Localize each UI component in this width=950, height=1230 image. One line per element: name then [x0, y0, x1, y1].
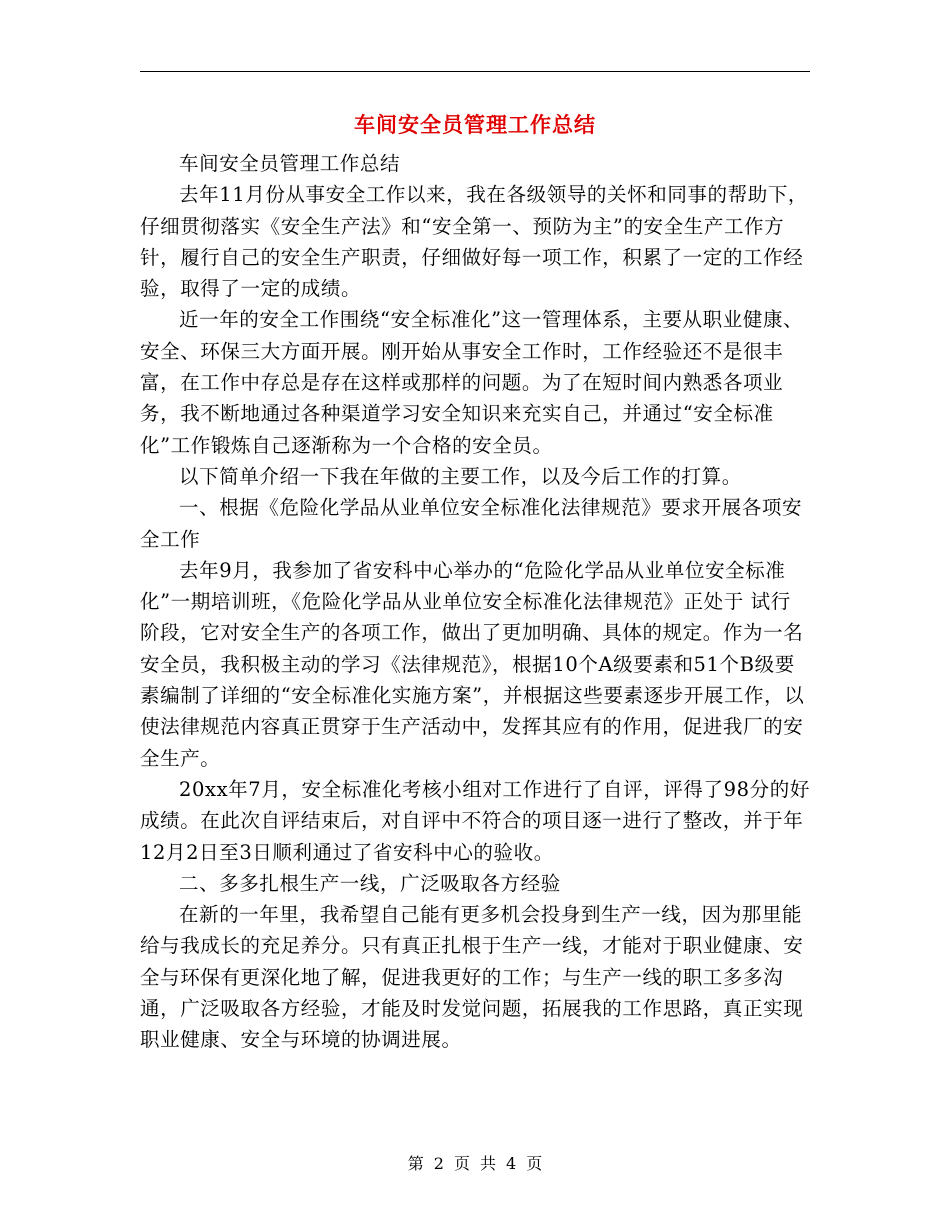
footer-total-suffix: 页: [526, 1154, 543, 1173]
body-paragraph: 去年11月份从事安全工作以来，我在各级领导的关怀和同事的帮助下，仔细贯彻落实《安全生产法》和“安全第一、预防为主”的安全生产工作方针，履行自己的安全生产职责，仔细做好每一项工作，积累了一定的工作经验，取得了一定的成绩。: [140, 183, 809, 301]
footer-page-prefix: 第: [407, 1154, 424, 1173]
footer-total-pages: 4: [506, 1154, 517, 1173]
body-paragraph: 以下简单介绍一下我在年做的主要工作，以及今后工作的打算。: [179, 464, 742, 488]
document-body: [140, 148, 810, 1056]
body-paragraph: 在新的一年里，我希望自己能有更多机会投身到生产一线，因为那里能给与我成长的充足养分。只有真正扎根于生产一线，才能对于职业健康、安全与环保有更深化地了解，促进我更好的工作；与生产一线的职工多多沟通，广泛吸取各方经验，才能及时发觉问题，拓展我的工作思路，真正实现职业健康、安全与环境的协调进展。: [140, 903, 804, 1052]
body-paragraph: 近一年的安全工作围绕“安全标准化”这一管理体系，主要从职业健康、安全、环保三大方面开展。刚开始从事安全工作时，工作经验还不是很丰富，在工作中存总是存在这样或那样的问题。为了在短时间内熟悉各项业务，我不断地通过各种渠道学习安全知识来充实自己，并通过“安全标准化”工作锻炼自己逐渐称为一个合格的安全员。: [140, 308, 804, 457]
footer-total-prefix: 共: [480, 1154, 497, 1173]
section-heading: 一、根据《危险化学品从业单位安全标准化法律规范》要求开展各项安全工作: [140, 496, 803, 551]
page-footer: [140, 1153, 810, 1175]
body-paragraph: 20xx年7月，安全标准化考核小组对工作进行了自评，评得了98分的好成绩。在此次自评结束后，对自评中不符合的项目逐一进行了整改，并于年12月2日至3日顺利通过了省安科中心的验收。: [140, 777, 810, 864]
footer-page-word: 页: [453, 1154, 470, 1173]
body-paragraph: 车间安全员管理工作总结: [179, 152, 401, 175]
body-paragraph: 去年9月，我参加了省安科中心举办的“危险化学品从业单位安全标准化”一期培训班，《危险化学品从业单位安全标准化法律规范》正处于 试行阶段，它对安全生产的各项工作，做出了更加明确、具体的规定。作为一名安全员，我积极主动的学习《法律规范》，根据10个A级要素和51个B级要素编制了详细的“安全标准化实施方案”，并根据这些要素逐步开展工作，以使法律规范内容真正贯穿于生产活动中，发挥其应有的作用，促进我厂的安全生产。: [140, 558, 805, 770]
footer-current-page: 2: [433, 1154, 444, 1173]
document-title: 车间安全员管理工作总结: [354, 112, 596, 137]
header-rule: [140, 71, 810, 72]
section-heading: 二、多多扎根生产一线，广泛吸取各方经验: [179, 871, 561, 895]
